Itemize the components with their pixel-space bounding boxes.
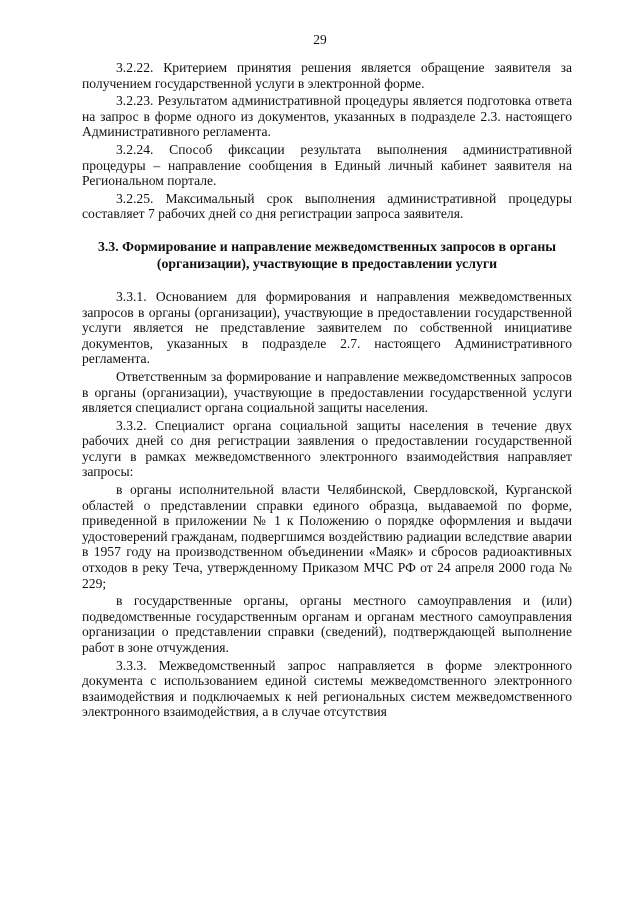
paragraph-3-2-25: 3.2.25. Максимальный срок выполнения административной процедуры составляет 7 рабочих дней со дня регистрации запроса заявителя. [82, 190, 572, 222]
paragraph-3-3-1: 3.3.1. Основанием для формирования и направления межведомственных запросов в органы (организации), участвующие в предоставлении государственной услуги является не представление заявителем по собственной инициативе документов, указанных в подразделе 2.7. настоящего Административного регламента. [82, 288, 572, 367]
paragraph-3-3-3: 3.3.3. Межведомственный запрос направляется в форме электронного документа с использованием единой системы межведомственного электронного взаимодействия и подключаемых к ней региональных систем межведомственного электронного взаимодействия, а в случае отсутствия [82, 657, 572, 720]
paragraph-3-2-24: 3.2.24. Способ фиксации результата выполнения административной процедуры – направление сообщения в Единый личный кабинет заявителя на Региональном портале. [82, 141, 572, 189]
paragraph-3-2-22: 3.2.22. Критерием принятия решения является обращение заявителя за получением государственной услуги в электронной форме. [82, 60, 572, 91]
section-heading-3-3: 3.3. Формирование и направление межведомственных запросов в органы (организации), участвующие в предоставлении услуги [97, 238, 557, 271]
paragraph-request-regions: в органы исполнительной власти Челябинской, Свердловской, Курганской областей о представлении справки единого образца, выдаваемой по форме, приведенной в приложении № 1 к Положению о порядке оформления и выдачи удостоверений гражданам, подвергшимся воздействию радиации вследствие аварии в 1957 году на производственном объединении «Маяк» и сбросов радиоактивных отходов в реку Теча, утвержденному Приказом МЧС РФ от 24 апреля 2000 года № 229; [82, 482, 572, 591]
paragraph-3-3-2: 3.3.2. Специалист органа социальной защиты населения в течение двух рабочих дней со дня регистрации заявления о предоставлении государственной услуги в рамках межведомственного электронного взаимодействия направляет запросы: [82, 417, 572, 480]
document-body [82, 60, 572, 722]
paragraph-responsible: Ответственным за формирование и направление межведомственных запросов в органы (организации), участвующие в предоставлении государственной услуги является специалист органа социальной защиты населения. [82, 368, 572, 416]
page-number: 29 [313, 32, 327, 47]
paragraph-3-2-23: 3.2.23. Результатом административной процедуры является подготовка ответа на запрос в форме одного из документов, указанных в подразделе 2.3. настоящего Административного регламента. [82, 93, 572, 140]
paragraph-request-state-bodies: в государственные органы, органы местного самоуправления и (или) подведомственные государственным органам и органам местного самоуправления организации о представлении справки (сведений), подтверждающей выполнение работ в зоне отчуждения. [82, 593, 572, 655]
